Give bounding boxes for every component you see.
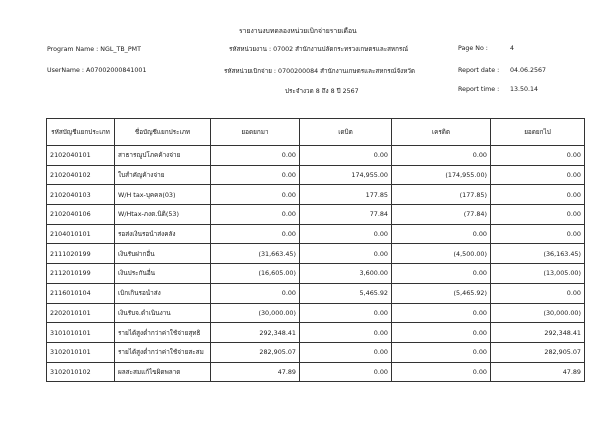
report-date-label: Report date : [458, 67, 500, 74]
table-row [47, 323, 585, 343]
table-row [47, 342, 585, 362]
table-row [47, 362, 585, 382]
cell-account-code: 2102040103 [47, 185, 115, 205]
cell-account-name: เบิกเกินรอนำส่ง [115, 283, 211, 303]
cell-opening-balance: 0.00 [211, 146, 300, 166]
cell-account-code: 2111020199 [47, 244, 115, 264]
table-row [47, 283, 585, 303]
cell-debit: 0.00 [300, 244, 392, 264]
cell-opening-balance: 282,905.07 [211, 342, 300, 362]
column-header-account-name: ชื่อบัญชีแยกประเภท [115, 119, 211, 146]
cell-closing-balance: 47.89 [491, 362, 585, 382]
cell-debit: 3,600.00 [300, 264, 392, 284]
cell-closing-balance: (30,000.00) [491, 303, 585, 323]
user-name: UserName : A07002000841001 [47, 67, 147, 74]
table-row [47, 205, 585, 225]
cell-account-name: W/Htax-ภงด.นิติ(53) [115, 205, 211, 225]
cell-opening-balance: (31,663.45) [211, 244, 300, 264]
cell-closing-balance: 0.00 [491, 205, 585, 225]
cell-credit: (77.84) [392, 205, 491, 225]
cell-account-name: สาธารณูปโภคค้างจ่าย [115, 146, 211, 166]
cell-closing-balance: 0.00 [491, 185, 585, 205]
cell-credit: 0.00 [392, 224, 491, 244]
cell-account-code: 3102010102 [47, 362, 115, 382]
cell-debit: 0.00 [300, 146, 392, 166]
cell-account-code: 3101010101 [47, 323, 115, 343]
column-header-closing-balance: ยอดยกไป [491, 119, 585, 146]
disbursing-unit: รหัสหน่วยเบิกจ่าย : 0700200084 สำนักงานเกษตรและสหกรณ์จังหวัด [224, 68, 415, 75]
cell-debit: 0.00 [300, 342, 392, 362]
cell-closing-balance: 292,348.41 [491, 323, 585, 343]
cell-opening-balance: 0.00 [211, 165, 300, 185]
cell-account-name: รายได้สูงต่ำกว่าค่าใช้จ่ายสุทธิ [115, 323, 211, 343]
table-body [47, 146, 585, 382]
table-row [47, 244, 585, 264]
cell-account-name: เงินประกันอื่น [115, 264, 211, 284]
cell-closing-balance: 0.00 [491, 146, 585, 166]
cell-opening-balance: 0.00 [211, 205, 300, 225]
report-time-value: 13.50.14 [510, 86, 539, 93]
cell-credit: 0.00 [392, 323, 491, 343]
report-title: รายงานงบทดลองหน่วยเบิกจ่ายรายเดือน [239, 27, 357, 35]
trial-balance-table [46, 118, 585, 382]
cell-account-name: รายได้สูงต่ำกว่าค่าใช้จ่ายสะสม [115, 342, 211, 362]
cell-credit: 0.00 [392, 362, 491, 382]
cell-opening-balance: 0.00 [211, 283, 300, 303]
cell-credit: 0.00 [392, 303, 491, 323]
cell-account-code: 2102040101 [47, 146, 115, 166]
column-header-debit: เดบิต [300, 119, 392, 146]
column-header-credit: เครดิต [392, 119, 491, 146]
cell-account-name: เงินรับฝากอื่น [115, 244, 211, 264]
cell-credit: 0.00 [392, 146, 491, 166]
table-row [47, 146, 585, 166]
cell-opening-balance: (30,000.00) [211, 303, 300, 323]
column-header-account-code: รหัสบัญชีแยกประเภท [47, 119, 115, 146]
cell-opening-balance: 292,348.41 [211, 323, 300, 343]
cell-credit: 0.00 [392, 342, 491, 362]
cell-account-name: ผลสะสมแก้ไขผิดพลาด [115, 362, 211, 382]
column-header-opening-balance: ยอดยกมา [211, 119, 300, 146]
cell-opening-balance: 0.00 [211, 185, 300, 205]
cell-closing-balance: 0.00 [491, 224, 585, 244]
cell-account-code: 2202010101 [47, 303, 115, 323]
cell-debit: 77.84 [300, 205, 392, 225]
page-number: 4 [510, 45, 515, 52]
cell-credit: (4,500.00) [392, 244, 491, 264]
cell-closing-balance: 0.00 [491, 283, 585, 303]
cell-account-name: ใบสำคัญค้างจ่าย [115, 165, 211, 185]
program-name: Program Name : NGL_TB_PMT [47, 46, 141, 53]
table-row [47, 303, 585, 323]
cell-opening-balance: 47.89 [211, 362, 300, 382]
cell-account-name: รอส่งเงินรอนำส่งคลัง [115, 224, 211, 244]
cell-credit: (177.85) [392, 185, 491, 205]
cell-debit: 177.85 [300, 185, 392, 205]
cell-opening-balance: (16,605.00) [211, 264, 300, 284]
cell-account-name: เงินรับจ.ดำเนินงาน [115, 303, 211, 323]
cell-debit: 5,465.92 [300, 283, 392, 303]
cell-closing-balance: 0.00 [491, 165, 585, 185]
table-header-row [47, 119, 585, 146]
table-row [47, 185, 585, 205]
cell-credit: (5,465.92) [392, 283, 491, 303]
cell-closing-balance: 282,905.07 [491, 342, 585, 362]
cell-account-code: 2102040102 [47, 165, 115, 185]
table-row [47, 264, 585, 284]
cell-account-code: 2116010104 [47, 283, 115, 303]
cell-credit: (174,955.00) [392, 165, 491, 185]
cell-account-code: 2102040106 [47, 205, 115, 225]
table-row [47, 224, 585, 244]
cell-account-code: 3102010101 [47, 342, 115, 362]
cell-debit: 0.00 [300, 362, 392, 382]
table-row [47, 165, 585, 185]
cell-debit: 174,955.00 [300, 165, 392, 185]
cell-credit: 0.00 [392, 264, 491, 284]
cell-account-code: 2104010101 [47, 224, 115, 244]
cell-closing-balance: (36,163.45) [491, 244, 585, 264]
report-period: ประจำงวด 8 ถึง 8 ปี 2567 [285, 88, 359, 95]
report-time-label: Report time : [458, 86, 500, 93]
report-date-value: 04.06.2567 [510, 67, 547, 74]
cell-closing-balance: (13,005.00) [491, 264, 585, 284]
cell-debit: 0.00 [300, 323, 392, 343]
cell-debit: 0.00 [300, 224, 392, 244]
cell-opening-balance: 0.00 [211, 224, 300, 244]
cell-account-code: 2112010199 [47, 264, 115, 284]
agency-code: รหัสหน่วยงาน : 07002 สำนักงานปลัดกระทรวงเกษตรและสหกรณ์ [229, 46, 409, 53]
cell-account-name: W/H tax-บุคคล(03) [115, 185, 211, 205]
cell-debit: 0.00 [300, 303, 392, 323]
page-label: Page No : [458, 45, 488, 52]
